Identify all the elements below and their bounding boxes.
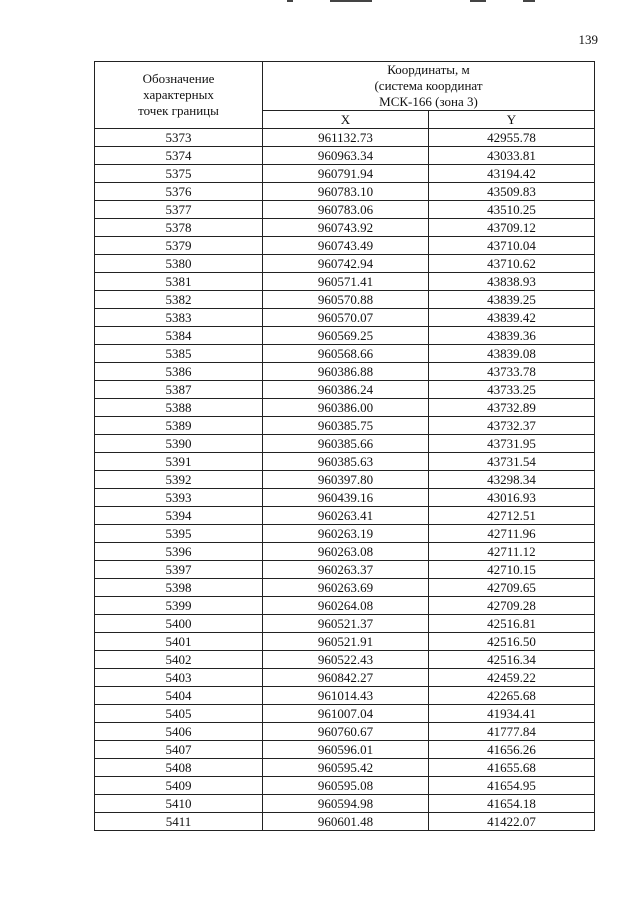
y-coordinate-cell: 43709.12 [429, 219, 595, 237]
column-x-header: X [263, 111, 429, 129]
table-row [95, 777, 595, 795]
x-coordinate-cell: 960439.16 [263, 489, 429, 507]
point-number-cell: 5379 [95, 237, 263, 255]
x-coordinate-cell: 960842.27 [263, 669, 429, 687]
table-row [95, 129, 595, 147]
y-coordinate-cell: 43194.42 [429, 165, 595, 183]
x-coordinate-cell: 960521.37 [263, 615, 429, 633]
y-coordinate-cell: 43710.04 [429, 237, 595, 255]
table-row [95, 705, 595, 723]
coords-header-line-3: МСК-166 (зона 3) [379, 94, 478, 109]
x-coordinate-cell: 960783.10 [263, 183, 429, 201]
y-coordinate-cell: 43509.83 [429, 183, 595, 201]
x-coordinate-cell: 960263.08 [263, 543, 429, 561]
x-coordinate-cell: 961014.43 [263, 687, 429, 705]
y-coordinate-cell: 42516.50 [429, 633, 595, 651]
y-coordinate-cell: 43731.95 [429, 435, 595, 453]
point-number-cell: 5402 [95, 651, 263, 669]
point-number-cell: 5410 [95, 795, 263, 813]
table-row [95, 417, 595, 435]
y-coordinate-cell: 42516.81 [429, 615, 595, 633]
table-row [95, 579, 595, 597]
table-row [95, 651, 595, 669]
table-row [95, 507, 595, 525]
point-number-cell: 5399 [95, 597, 263, 615]
point-number-cell: 5405 [95, 705, 263, 723]
x-coordinate-cell: 960386.88 [263, 363, 429, 381]
x-coordinate-cell: 960595.42 [263, 759, 429, 777]
x-coordinate-cell: 960397.80 [263, 471, 429, 489]
x-coordinate-cell: 960571.41 [263, 273, 429, 291]
y-coordinate-cell: 42459.22 [429, 669, 595, 687]
point-number-cell: 5376 [95, 183, 263, 201]
y-coordinate-cell: 41934.41 [429, 705, 595, 723]
coordinates-table [94, 61, 595, 831]
table-row [95, 615, 595, 633]
coordinates-rows [95, 129, 595, 831]
point-number-cell: 5375 [95, 165, 263, 183]
point-number-cell: 5390 [95, 435, 263, 453]
point-number-cell: 5381 [95, 273, 263, 291]
point-number-cell: 5380 [95, 255, 263, 273]
y-coordinate-cell: 43839.08 [429, 345, 595, 363]
point-number-cell: 5401 [95, 633, 263, 651]
point-designation-header [95, 62, 263, 129]
y-coordinate-cell: 43710.62 [429, 255, 595, 273]
table-row [95, 291, 595, 309]
y-coordinate-cell: 42709.28 [429, 597, 595, 615]
table-row [95, 723, 595, 741]
y-coordinate-cell: 41422.07 [429, 813, 595, 831]
table-row [95, 561, 595, 579]
table-row [95, 363, 595, 381]
x-coordinate-cell: 960385.75 [263, 417, 429, 435]
x-coordinate-cell: 960743.49 [263, 237, 429, 255]
page-number: 139 [578, 32, 598, 47]
table-row [95, 273, 595, 291]
y-coordinate-cell: 43016.93 [429, 489, 595, 507]
point-number-cell: 5391 [95, 453, 263, 471]
y-coordinate-cell: 41656.26 [429, 741, 595, 759]
x-coordinate-cell: 960742.94 [263, 255, 429, 273]
point-number-cell: 5387 [95, 381, 263, 399]
x-coordinate-cell: 960963.34 [263, 147, 429, 165]
table-row [95, 201, 595, 219]
x-coordinate-cell: 960386.00 [263, 399, 429, 417]
y-coordinate-cell: 43839.25 [429, 291, 595, 309]
table-row [95, 633, 595, 651]
point-number-cell: 5400 [95, 615, 263, 633]
point-number-cell: 5408 [95, 759, 263, 777]
table-row [95, 759, 595, 777]
y-coordinate-cell: 42711.96 [429, 525, 595, 543]
x-coordinate-cell: 960791.94 [263, 165, 429, 183]
x-coordinate-cell: 960596.01 [263, 741, 429, 759]
table-row [95, 813, 595, 831]
table-row [95, 147, 595, 165]
y-coordinate-cell: 43733.78 [429, 363, 595, 381]
y-coordinate-cell: 43733.25 [429, 381, 595, 399]
y-coordinate-cell: 43298.34 [429, 471, 595, 489]
table-row [95, 471, 595, 489]
coordinates-header [263, 62, 595, 111]
point-number-cell: 5389 [95, 417, 263, 435]
top-edge-marks [0, 0, 640, 6]
x-coordinate-cell: 960522.43 [263, 651, 429, 669]
x-coordinate-cell: 960386.24 [263, 381, 429, 399]
y-coordinate-cell: 41777.84 [429, 723, 595, 741]
x-coordinate-cell: 960569.25 [263, 327, 429, 345]
x-coordinate-cell: 960263.41 [263, 507, 429, 525]
x-coordinate-cell: 960760.67 [263, 723, 429, 741]
point-header-line-2: характерных [143, 87, 214, 102]
point-number-cell: 5394 [95, 507, 263, 525]
point-number-cell: 5395 [95, 525, 263, 543]
table-row [95, 741, 595, 759]
point-number-cell: 5385 [95, 345, 263, 363]
y-coordinate-cell: 42265.68 [429, 687, 595, 705]
table-row [95, 237, 595, 255]
x-coordinate-cell: 961007.04 [263, 705, 429, 723]
y-coordinate-cell: 43839.36 [429, 327, 595, 345]
point-number-cell: 5388 [95, 399, 263, 417]
y-coordinate-cell: 43510.25 [429, 201, 595, 219]
point-number-cell: 5378 [95, 219, 263, 237]
x-coordinate-cell: 960570.07 [263, 309, 429, 327]
x-coordinate-cell: 961132.73 [263, 129, 429, 147]
point-number-cell: 5393 [95, 489, 263, 507]
table-row [95, 327, 595, 345]
point-number-cell: 5373 [95, 129, 263, 147]
point-header-line-3: точек границы [138, 103, 219, 118]
point-number-cell: 5406 [95, 723, 263, 741]
table-row [95, 309, 595, 327]
y-coordinate-cell: 42711.12 [429, 543, 595, 561]
table-row [95, 381, 595, 399]
table-row [95, 453, 595, 471]
point-number-cell: 5392 [95, 471, 263, 489]
y-coordinate-cell: 42710.15 [429, 561, 595, 579]
table-row [95, 255, 595, 273]
point-number-cell: 5403 [95, 669, 263, 687]
x-coordinate-cell: 960385.63 [263, 453, 429, 471]
y-coordinate-cell: 42712.51 [429, 507, 595, 525]
point-number-cell: 5374 [95, 147, 263, 165]
table-row [95, 345, 595, 363]
point-number-cell: 5409 [95, 777, 263, 795]
table-row [95, 597, 595, 615]
y-coordinate-cell: 41654.18 [429, 795, 595, 813]
x-coordinate-cell: 960783.06 [263, 201, 429, 219]
x-coordinate-cell: 960595.08 [263, 777, 429, 795]
point-number-cell: 5386 [95, 363, 263, 381]
point-number-cell: 5377 [95, 201, 263, 219]
y-coordinate-cell: 43732.37 [429, 417, 595, 435]
table-row [95, 435, 595, 453]
y-coordinate-cell: 43732.89 [429, 399, 595, 417]
table-row [95, 489, 595, 507]
y-coordinate-cell: 42709.65 [429, 579, 595, 597]
table-row [95, 399, 595, 417]
x-coordinate-cell: 960385.66 [263, 435, 429, 453]
x-coordinate-cell: 960570.88 [263, 291, 429, 309]
point-number-cell: 5382 [95, 291, 263, 309]
y-coordinate-cell: 43838.93 [429, 273, 595, 291]
y-coordinate-cell: 43033.81 [429, 147, 595, 165]
x-coordinate-cell: 960263.37 [263, 561, 429, 579]
x-coordinate-cell: 960521.91 [263, 633, 429, 651]
point-number-cell: 5411 [95, 813, 263, 831]
x-coordinate-cell: 960263.19 [263, 525, 429, 543]
point-number-cell: 5384 [95, 327, 263, 345]
table-row [95, 165, 595, 183]
y-coordinate-cell: 41654.95 [429, 777, 595, 795]
table-row [95, 687, 595, 705]
column-y-header: Y [429, 111, 595, 129]
point-number-cell: 5396 [95, 543, 263, 561]
coords-header-line-2: (система координат [374, 78, 483, 93]
point-number-cell: 5383 [95, 309, 263, 327]
point-number-cell: 5407 [95, 741, 263, 759]
y-coordinate-cell: 41655.68 [429, 759, 595, 777]
y-coordinate-cell: 43731.54 [429, 453, 595, 471]
y-coordinate-cell: 43839.42 [429, 309, 595, 327]
x-coordinate-cell: 960743.92 [263, 219, 429, 237]
y-coordinate-cell: 42516.34 [429, 651, 595, 669]
table-row [95, 183, 595, 201]
x-coordinate-cell: 960594.98 [263, 795, 429, 813]
table-row [95, 525, 595, 543]
coords-header-line-1: Координаты, м [387, 62, 470, 77]
x-coordinate-cell: 960601.48 [263, 813, 429, 831]
x-coordinate-cell: 960263.69 [263, 579, 429, 597]
point-header-line-1: Обозначение [142, 71, 215, 86]
point-number-cell: 5397 [95, 561, 263, 579]
point-number-cell: 5398 [95, 579, 263, 597]
x-coordinate-cell: 960568.66 [263, 345, 429, 363]
table-row [95, 795, 595, 813]
table-row [95, 669, 595, 687]
x-coordinate-cell: 960264.08 [263, 597, 429, 615]
y-coordinate-cell: 42955.78 [429, 129, 595, 147]
table-row [95, 219, 595, 237]
point-number-cell: 5404 [95, 687, 263, 705]
table-row [95, 543, 595, 561]
